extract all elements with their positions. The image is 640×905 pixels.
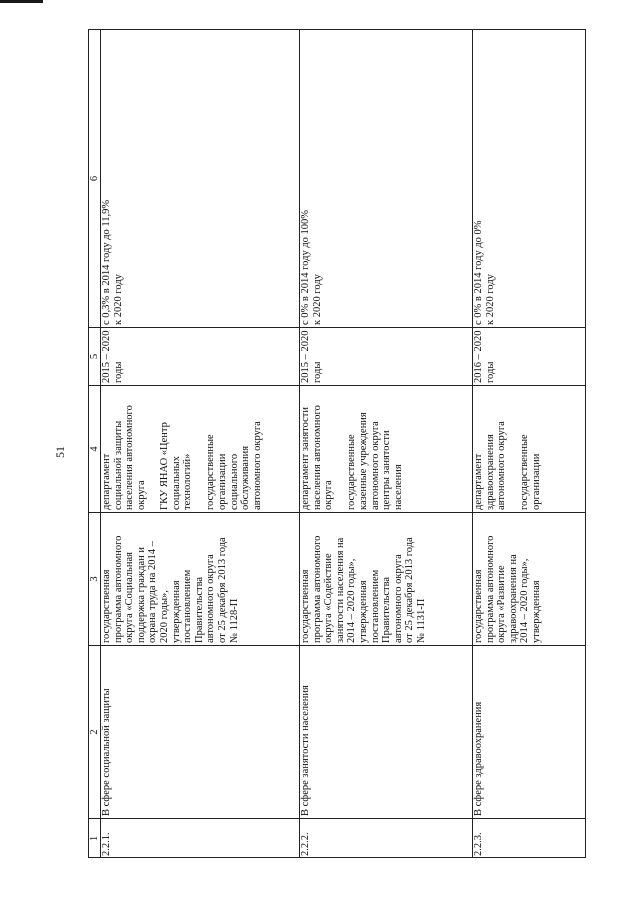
text-line: постановлением — [182, 569, 194, 643]
cell-executors — [100, 386, 299, 513]
text-line: государственная — [101, 569, 112, 643]
column-header-area: 2 — [89, 729, 100, 735]
blank-line — [508, 388, 520, 510]
text-line: от 25 декабря 2013 года — [404, 537, 416, 643]
text-line: годы — [311, 361, 323, 383]
text-line: государственная — [300, 569, 311, 643]
text-line: с 0% в 2014 году до 0% — [473, 220, 484, 325]
blank-line — [335, 388, 347, 510]
page-number: 51 — [53, 446, 67, 458]
text-line: с 0% в 2014 году до 100% — [300, 209, 311, 325]
text-line: округа «Социальная — [124, 552, 136, 643]
text-line: автономного округа — [392, 554, 404, 643]
top-rule — [0, 0, 43, 3]
text-line: центры занятости — [381, 430, 393, 510]
text-line: к 2020 году — [311, 274, 323, 325]
text-line: ГКУ ЯНАО «Центр — [158, 422, 170, 510]
text-line: утвержденная — [530, 580, 542, 643]
text-line: государственная — [473, 569, 484, 643]
text-line: 2014 – 2020 годы», — [519, 558, 531, 643]
cell-area — [100, 646, 299, 819]
text-line: округа — [135, 480, 147, 510]
blank-line — [194, 388, 206, 510]
text-line: Правительства — [381, 576, 393, 643]
text-line: утвержденная — [357, 580, 369, 643]
text-line: В сфере занятости населения — [300, 685, 311, 816]
text-line: департамент — [101, 453, 112, 510]
cell-number — [100, 819, 299, 858]
column-header-number: 1 — [89, 835, 100, 842]
text-line: социальных — [170, 456, 182, 510]
cell-area — [299, 646, 472, 819]
text-line: департамент — [473, 453, 484, 510]
text-line: 2.2.3. — [473, 832, 484, 856]
text-line: департамент занятости — [300, 407, 311, 510]
cell-result — [472, 30, 586, 328]
text-line: В сфере здравоохранения — [473, 701, 484, 816]
text-line: здравоохранения — [484, 434, 496, 510]
text-line: государственные — [519, 434, 531, 510]
text-line: постановлением — [369, 569, 381, 643]
text-line: автономного округа — [205, 554, 217, 643]
text-line: населения — [392, 464, 404, 510]
cell-executors — [299, 386, 472, 513]
text-line: программа автономного — [484, 535, 496, 643]
cell-executors — [472, 386, 586, 513]
text-line: автономного округа — [496, 421, 508, 510]
text-line: программа автономного — [311, 535, 323, 643]
column-header-program: 3 — [89, 576, 100, 582]
cell-program — [100, 513, 299, 646]
text-line: населения автономного — [124, 405, 136, 510]
text-line: 2015 – 2020 — [101, 330, 112, 383]
text-line: Правительства — [193, 576, 205, 643]
text-line: к 2020 году — [484, 274, 496, 325]
text-line: организации — [530, 453, 542, 510]
column-header-period: 5 — [89, 353, 100, 360]
cell-program — [472, 513, 586, 646]
cell-number — [299, 819, 472, 858]
cell-program — [299, 513, 472, 646]
table-rotated-content — [89, 30, 586, 858]
text-line: охрана труда на 2014 – — [147, 541, 159, 643]
text-line: 2016 – 2020 — [473, 330, 484, 383]
text-line: от 25 декабря 2013 года — [216, 537, 228, 643]
cell-period — [100, 328, 299, 386]
text-line: № 1128-П — [228, 598, 240, 643]
text-line: автономного округа — [251, 421, 263, 510]
text-line: годы — [484, 361, 496, 383]
cell-period — [299, 328, 472, 386]
text-line: 2020 годы», — [158, 590, 170, 643]
text-line: с 0,3% в 2014 году до 11,9% — [101, 199, 112, 325]
text-line: В сфере социальной защиты — [101, 688, 112, 816]
text-line: к 2020 году — [112, 274, 124, 325]
text-line: годы — [112, 361, 124, 383]
column-header-result: 6 — [89, 175, 100, 182]
text-line: государственные — [346, 434, 358, 510]
text-line: поддержка граждан и — [135, 547, 147, 643]
text-line: 2015 – 2020 — [300, 330, 311, 383]
cell-result — [100, 30, 299, 328]
cell-period — [472, 328, 586, 386]
text-line: населения автономного — [311, 405, 323, 510]
text-line: округа «Содействие — [323, 553, 335, 643]
cell-number — [472, 819, 586, 858]
measures-table — [88, 29, 586, 858]
text-line: автономного округа — [369, 421, 381, 510]
text-line: социальной защиты — [112, 420, 124, 510]
cell-area — [472, 646, 586, 819]
text-line: 2.2.2. — [300, 832, 311, 856]
text-line: утвержденная — [170, 580, 182, 643]
text-line: 2014 – 2020 годы», — [346, 558, 358, 643]
blank-line — [147, 388, 159, 510]
text-line: программа автономного — [112, 535, 124, 643]
column-header-executors: 4 — [89, 446, 100, 452]
text-line: государственные — [205, 434, 217, 510]
text-line: округа «Развитие — [496, 565, 508, 643]
text-line: № 1131-П — [415, 598, 427, 643]
text-line: занятости населения на — [334, 537, 346, 643]
text-line: 2.2.1. — [101, 832, 112, 856]
text-line: социального — [228, 453, 240, 510]
text-line: здравоохранения на — [507, 554, 519, 643]
text-line: округа — [323, 480, 335, 510]
text-line: казенные учреждения — [357, 412, 369, 510]
cell-result — [299, 30, 472, 328]
text-line: технологий» — [182, 453, 194, 510]
text-line: организации — [216, 453, 228, 510]
text-line: обслуживания — [240, 445, 252, 510]
